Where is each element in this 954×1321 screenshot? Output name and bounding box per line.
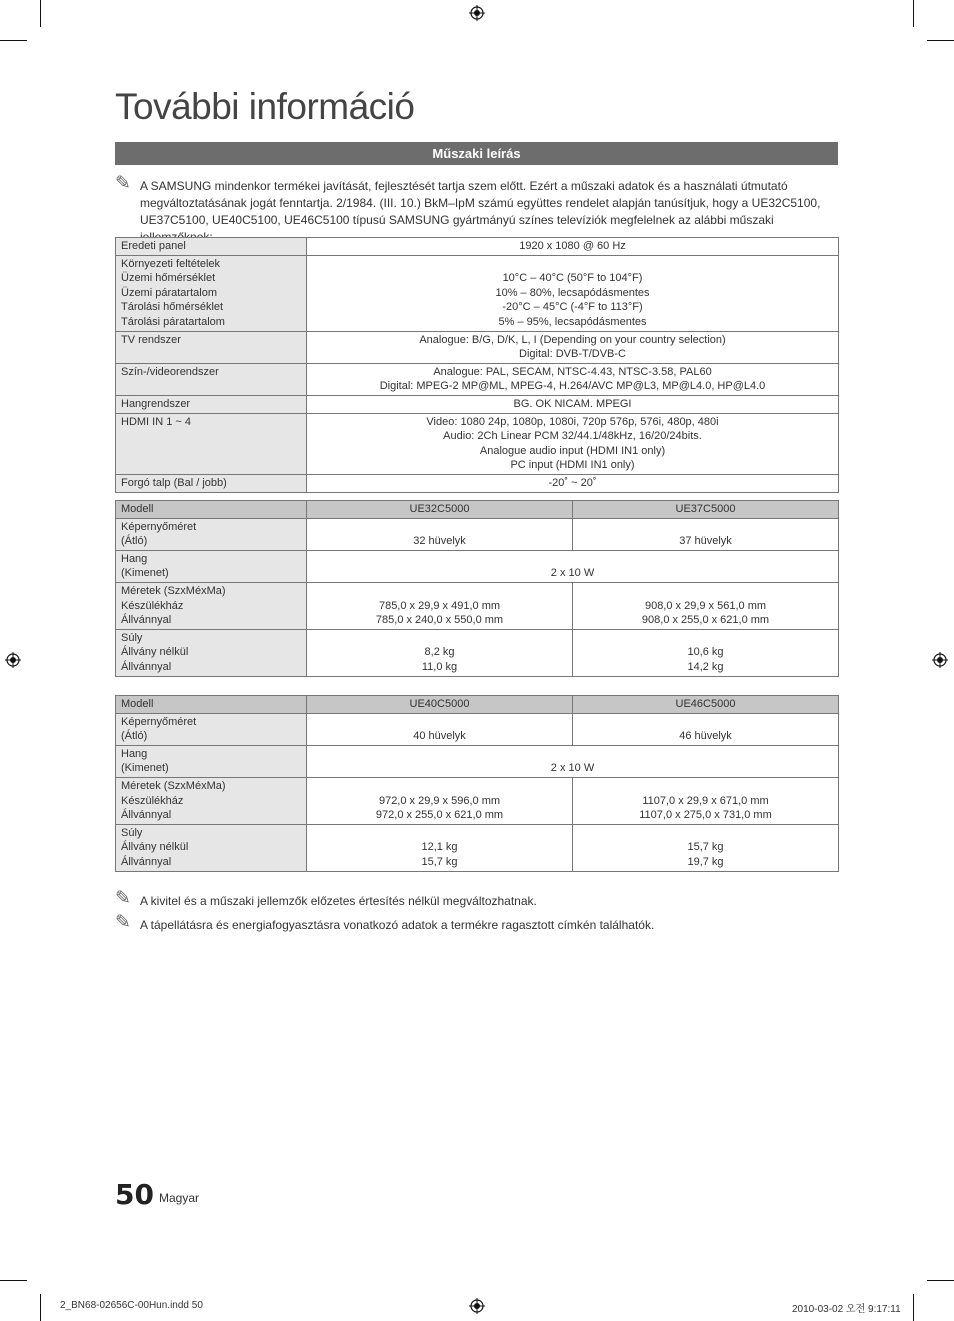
- cell-line: PC input (HDMI IN1 only): [510, 459, 635, 472]
- language-label: Magyar: [159, 1191, 200, 1205]
- cell-line: Tárolási páratartalom: [121, 315, 225, 328]
- cell-line: (Átló): [121, 730, 148, 743]
- cell-line: Képernyőméret: [121, 520, 197, 533]
- cell-line: Állvánnyal: [121, 614, 172, 627]
- model-spec-table-2: [115, 695, 839, 872]
- model-header-row: [116, 501, 839, 519]
- cell-line: 785,0 x 29,9 x 491,0 mm: [378, 599, 501, 612]
- cell-line: Állvánnyal: [121, 809, 172, 822]
- cell-line: 2 x 10 W: [550, 762, 595, 775]
- cell-line: Hangrendszer: [121, 397, 191, 410]
- model-header-label: [116, 696, 307, 714]
- intro-note-text: A SAMSUNG mindenkor termékei javítását, fejlesztését tartja szem előtt. Ezért a műszaki adatok és a használati útmutató megváltoztatásának jogát fenntartja. 2/1984. (III. 10.) BkM–IpM számú együttes rendelet alapján tanúsítjuk, hogy a UE32C5100, UE37C5100, UE40C5100, UE46C5100 típusú SAMSUNG gyártmányú színes televíziók megfelelnek az alábbi műszaki: [140, 179, 821, 227]
- spec-label: [116, 629, 307, 676]
- cell-line: Készülékház: [121, 599, 184, 612]
- spec-value: [307, 550, 839, 582]
- cell-line: Súly: [121, 631, 143, 644]
- cell-line: Modell: [121, 698, 154, 710]
- spec-row: [116, 331, 839, 363]
- spec-value: [307, 777, 573, 824]
- cell-line: Analogue audio input (HDMI IN1 only): [479, 444, 666, 457]
- cell-line: 11,0 kg: [421, 660, 458, 673]
- cell-line: Tárolási hőmérséklet: [121, 301, 224, 314]
- spec-label: [116, 474, 307, 492]
- bottom-note-text: A tápellátásra és energiafogyasztásra vonatkozó adatok a termékre ragasztott címkén találhatók.: [140, 918, 655, 932]
- cell-line: Környezeti feltételek: [121, 257, 221, 270]
- spec-value: [307, 629, 573, 676]
- cell-line: Modell: [121, 503, 154, 515]
- crop-mark: [927, 1280, 954, 1281]
- section-title: Műszaki leírás: [115, 142, 838, 165]
- cell-line: Méretek (SzxMéxMa): [121, 779, 226, 792]
- crosshair-registration-icon: [5, 652, 21, 668]
- spec-row: [116, 395, 839, 413]
- cell-line: 12,1 kg: [421, 841, 458, 854]
- cell-line: 10% – 80%, lecsapódásmentes: [495, 286, 650, 299]
- spec-label: [116, 331, 307, 363]
- spec-label: [116, 413, 307, 474]
- spec-value: [307, 474, 839, 492]
- spec-value: [307, 824, 573, 871]
- model-header-row: [116, 696, 839, 714]
- spec-row: [116, 582, 839, 629]
- cell-line: Analogue: PAL, SECAM, NTSC-4.43, NTSC-3.58, PAL60: [433, 365, 712, 378]
- cell-line: Hang: [121, 747, 148, 760]
- spec-row: [116, 518, 839, 550]
- model-spec-table-1: [115, 500, 839, 677]
- spec-label: [116, 518, 307, 550]
- spec-row: [116, 413, 839, 474]
- spec-row: [116, 629, 839, 676]
- cell-line: 19,7 kg: [687, 855, 724, 868]
- spec-row: [116, 255, 839, 331]
- crosshair-registration-icon: [469, 1298, 485, 1314]
- crosshair-registration-icon: [469, 5, 485, 21]
- pencil-note-icon: ✎: [115, 172, 131, 194]
- cell-line: 908,0 x 29,9 x 561,0 mm: [644, 599, 767, 612]
- cell-line: -20°C – 45°C (-4°F to 113°F): [502, 301, 643, 314]
- spec-value: [307, 413, 839, 474]
- cell-line: Eredeti panel: [121, 240, 186, 252]
- spec-value: [573, 582, 839, 629]
- spec-row: [116, 550, 839, 582]
- spec-label: [116, 582, 307, 629]
- cell-line: UE32C5000: [409, 503, 470, 515]
- page-title: További információ: [115, 86, 415, 127]
- cell-line: 10,6 kg: [687, 646, 724, 659]
- spec-value: [307, 582, 573, 629]
- spec-row: [116, 238, 839, 256]
- spec-row: [116, 713, 839, 745]
- cell-line: 10°C – 40°C (50°F to 104°F): [502, 272, 643, 285]
- cell-line: Súly: [121, 826, 143, 839]
- cell-line: 40 hüvelyk: [413, 730, 466, 743]
- spec-label: [116, 550, 307, 582]
- cell-line: 5% – 95%, lecsapódásmentes: [498, 315, 647, 328]
- cell-line: (Kimenet): [121, 567, 169, 580]
- bottom-note-2: [115, 911, 838, 934]
- cell-line: 1107,0 x 29,9 x 671,0 mm: [642, 794, 769, 807]
- cell-line: 785,0 x 240,0 x 550,0 mm: [375, 614, 504, 627]
- model-header-label: [116, 501, 307, 519]
- cell-line: 15,7 kg: [421, 855, 458, 868]
- spec-label: [116, 713, 307, 745]
- cell-line: Digital: MPEG-2 MP@ML, MPEG-4, H.264/AVC MP@L3, MP@L4.0, HP@L4.0: [379, 380, 766, 393]
- cell-line: -20˚ ~ 20˚: [548, 476, 597, 489]
- cell-line: Forgó talp (Bal / jobb): [121, 476, 227, 489]
- cell-line: BG. OK NICAM. MPEGI: [513, 397, 632, 410]
- cell-line: UE46C5000: [675, 698, 736, 710]
- crop-mark: [40, 0, 41, 27]
- footer-file: 2_BN68-02656C-00Hun.indd 50: [60, 1300, 203, 1311]
- model-name: [307, 501, 573, 519]
- pencil-note-icon: ✎: [115, 911, 131, 933]
- model-name: [307, 696, 573, 714]
- spec-value: [307, 518, 573, 550]
- crop-mark: [927, 40, 954, 41]
- cell-line: Üzemi páratartalom: [121, 286, 217, 299]
- spec-value: [307, 331, 839, 363]
- cell-line: Készülékház: [121, 794, 184, 807]
- spec-value: [573, 629, 839, 676]
- bottom-note-text: A kivitel és a műszaki jellemzők előzetes értesítés nélkül megváltozhatnak.: [140, 894, 537, 908]
- bottom-note-1: [115, 887, 838, 910]
- model-name: [573, 696, 839, 714]
- cell-line: Üzemi hőmérséklet: [121, 272, 216, 285]
- cell-line: 908,0 x 255,0 x 621,0 mm: [641, 614, 770, 627]
- cell-line: (Kimenet): [121, 762, 169, 775]
- spec-label: [116, 745, 307, 777]
- crop-mark: [0, 40, 27, 41]
- cell-line: Állvány nélkül: [121, 646, 189, 659]
- spec-row: [116, 777, 839, 824]
- page-number: 50: [115, 1178, 154, 1211]
- spec-row: [116, 474, 839, 492]
- spec-label: [116, 255, 307, 331]
- cell-line: UE40C5000: [409, 698, 470, 710]
- cell-line: Szín-/videorendszer: [121, 365, 219, 378]
- spec-value: [307, 745, 839, 777]
- spec-value: [307, 238, 839, 256]
- spec-label: [116, 824, 307, 871]
- spec-value: [307, 713, 573, 745]
- model-name: [573, 501, 839, 519]
- crop-mark: [913, 1294, 914, 1321]
- spec-row: [116, 824, 839, 871]
- spec-value: [307, 255, 839, 331]
- cell-line: Állvánnyal: [121, 855, 172, 868]
- spec-value: [307, 395, 839, 413]
- cell-line: 972,0 x 255,0 x 621,0 mm: [375, 809, 504, 822]
- spec-value: [573, 777, 839, 824]
- cell-line: TV rendszer: [121, 333, 181, 346]
- cell-line: 1107,0 x 275,0 x 731,0 mm: [639, 809, 772, 822]
- cell-line: (Átló): [121, 535, 148, 548]
- cell-line: 2 x 10 W: [550, 567, 595, 580]
- cell-line: 46 hüvelyk: [679, 730, 732, 743]
- cell-line: Analogue: B/G, D/K, L, I (Depending on your country selection): [419, 333, 726, 346]
- spec-row: [116, 363, 839, 395]
- cell-line: Állvánnyal: [121, 660, 172, 673]
- cell-line: Állvány nélkül: [121, 841, 189, 854]
- cell-line: Hang: [121, 552, 148, 565]
- general-spec-table: [115, 237, 839, 493]
- cell-line: Digital: DVB-T/DVB-C: [519, 348, 626, 361]
- cell-line: Méretek (SzxMéxMa): [121, 584, 226, 597]
- cell-line: 8,2 kg: [424, 646, 455, 659]
- pencil-note-icon: ✎: [115, 887, 131, 909]
- cell-line: 32 hüvelyk: [413, 535, 466, 548]
- crosshair-registration-icon: [932, 652, 948, 668]
- spec-value: [307, 363, 839, 395]
- cell-line: 37 hüvelyk: [679, 535, 732, 548]
- footer-datetime: 2010-03-02 오전 9:17:11: [792, 1304, 901, 1315]
- spec-value: [573, 824, 839, 871]
- spec-value: [573, 713, 839, 745]
- cell-line: 972,0 x 29,9 x 596,0 mm: [378, 794, 501, 807]
- spec-label: [116, 238, 307, 256]
- crop-mark: [40, 1294, 41, 1321]
- spec-label: [116, 777, 307, 824]
- cell-line: HDMI IN 1 ~ 4: [121, 415, 191, 428]
- intro-note: [115, 172, 838, 246]
- cell-line: 14,2 kg: [687, 660, 724, 673]
- cell-line: 1920 x 1080 @ 60 Hz: [519, 240, 626, 252]
- cell-line: Video: 1080 24p, 1080p, 1080i, 720p 576p, 576i, 480p, 480i: [426, 415, 719, 428]
- spec-label: [116, 395, 307, 413]
- crop-mark: [0, 1280, 27, 1281]
- cell-line: Audio: 2Ch Linear PCM 32/44.1/48kHz, 16/20/24bits.: [443, 430, 702, 443]
- cell-line: 15,7 kg: [687, 841, 724, 854]
- crop-mark: [913, 0, 914, 27]
- spec-row: [116, 745, 839, 777]
- spec-label: [116, 363, 307, 395]
- spec-value: [573, 518, 839, 550]
- cell-line: UE37C5000: [675, 503, 736, 515]
- cell-line: Képernyőméret: [121, 715, 197, 728]
